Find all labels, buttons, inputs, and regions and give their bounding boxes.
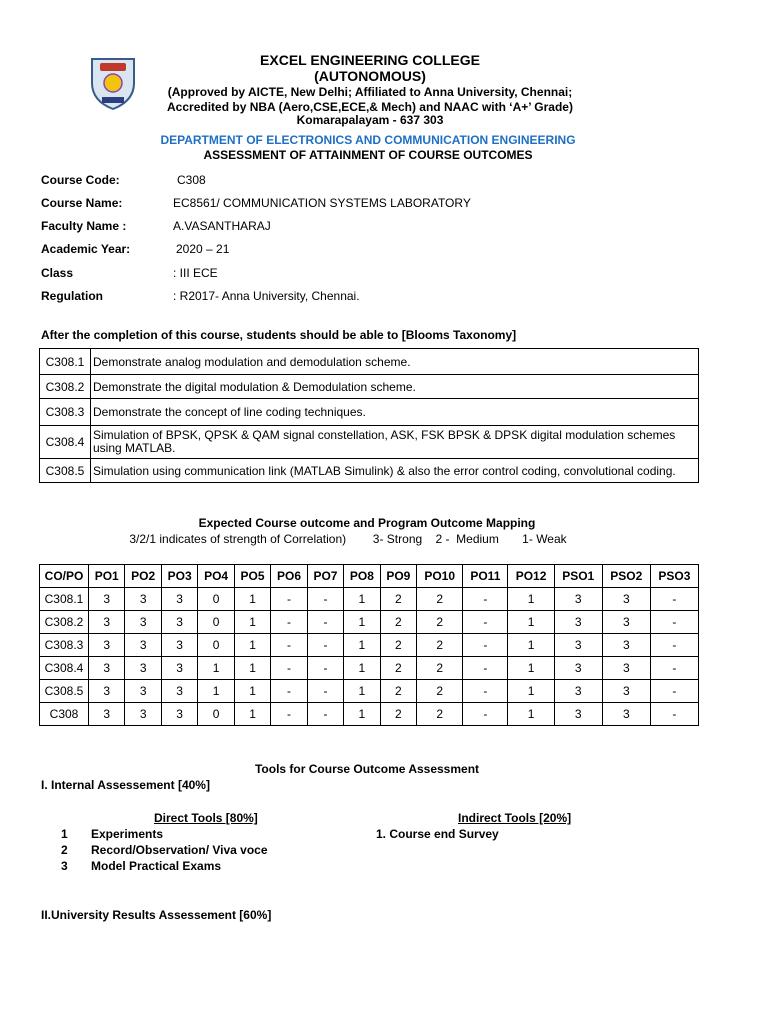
mapping-cell: 3 bbox=[125, 703, 161, 726]
mapping-cell: 3 bbox=[602, 657, 650, 680]
outcome-row bbox=[40, 459, 699, 483]
tools-title: Tools for Course Outcome Assessment bbox=[254, 762, 480, 776]
outcome-row bbox=[40, 375, 699, 399]
mapping-cell: - bbox=[650, 657, 698, 680]
mapping-cell: 3 bbox=[89, 634, 125, 657]
mapping-header-row bbox=[40, 565, 699, 588]
mapping-cell: 3 bbox=[89, 680, 125, 703]
mapping-header-cell: PO1 bbox=[89, 565, 125, 588]
class-value: : III ECE bbox=[173, 266, 218, 280]
mapping-cell: 2 bbox=[417, 634, 463, 657]
outcome-text: Demonstrate the concept of line coding techniques. bbox=[91, 399, 699, 426]
mapping-cell: - bbox=[463, 634, 508, 657]
mapping-cell: - bbox=[271, 703, 307, 726]
mapping-cell: 1 bbox=[234, 634, 270, 657]
mapping-cell: - bbox=[271, 680, 307, 703]
regulation-value: : R2017- Anna University, Chennai. bbox=[173, 289, 360, 303]
department-title: DEPARTMENT OF ELECTRONICS AND COMMUNICATION ENGINEERING bbox=[160, 133, 576, 147]
autonomous-label: (AUTONOMOUS) bbox=[314, 68, 426, 84]
mapping-cell: 1 bbox=[344, 611, 380, 634]
mapping-cell: 3 bbox=[125, 588, 161, 611]
mapping-cell: 0 bbox=[198, 703, 234, 726]
mapping-legend: 3/2/1 indicates of strength of Correlation) 3- Strong 2 - Medium 1- Weak bbox=[129, 532, 567, 546]
mapping-cell: 0 bbox=[198, 634, 234, 657]
co-po-mapping-table bbox=[39, 564, 699, 726]
mapping-cell: 1 bbox=[234, 680, 270, 703]
mapping-cell: 0 bbox=[198, 588, 234, 611]
mapping-cell: 1 bbox=[344, 680, 380, 703]
direct-tool-item: Experiments bbox=[91, 827, 164, 841]
mapping-cell: - bbox=[307, 703, 343, 726]
outcome-code: C308.5 bbox=[40, 459, 91, 483]
course-name-value: EC8561/ COMMUNICATION SYSTEMS LABORATORY bbox=[173, 196, 471, 210]
mapping-cell: 3 bbox=[602, 588, 650, 611]
mapping-header-cell: PSO2 bbox=[602, 565, 650, 588]
mapping-cell: 3 bbox=[125, 634, 161, 657]
document-title: ASSESSMENT OF ATTAINMENT OF COURSE OUTCOMES bbox=[203, 148, 533, 162]
indirect-tool-item: 1. Course end Survey bbox=[376, 827, 499, 841]
mapping-cell: 3 bbox=[89, 611, 125, 634]
mapping-row-co: C308.5 bbox=[40, 680, 89, 703]
course-outcomes-table bbox=[39, 348, 699, 483]
mapping-cell: 3 bbox=[161, 703, 197, 726]
outcome-text: Demonstrate the digital modulation & Demodulation scheme. bbox=[91, 375, 699, 399]
direct-tool-item: Model Practical Exams bbox=[91, 859, 222, 873]
mapping-cell: 1 bbox=[508, 703, 554, 726]
mapping-cell: 1 bbox=[234, 657, 270, 680]
mapping-cell: 0 bbox=[198, 611, 234, 634]
mapping-cell: 3 bbox=[125, 657, 161, 680]
mapping-cell: 2 bbox=[417, 657, 463, 680]
mapping-cell: 2 bbox=[380, 634, 416, 657]
mapping-header-cell: PO4 bbox=[198, 565, 234, 588]
regulation-label: Regulation bbox=[41, 289, 103, 303]
mapping-cell: 3 bbox=[89, 657, 125, 680]
mapping-header-cell: PO9 bbox=[380, 565, 416, 588]
internal-assessment-heading: I. Internal Assessement [40%] bbox=[41, 778, 210, 792]
mapping-cell: - bbox=[463, 703, 508, 726]
mapping-cell: 1 bbox=[234, 611, 270, 634]
approval-line: (Approved by AICTE, New Delhi; Affiliated to Anna University, Chennai; bbox=[167, 85, 573, 99]
mapping-cell: - bbox=[650, 703, 698, 726]
mapping-row-co: C308 bbox=[40, 703, 89, 726]
mapping-cell: 1 bbox=[198, 657, 234, 680]
outcome-text: Simulation using communication link (MATLAB Simulink) & also the error control coding, convolutional coding. bbox=[91, 459, 699, 483]
mapping-cell: 2 bbox=[417, 680, 463, 703]
mapping-cell: 3 bbox=[602, 634, 650, 657]
outcome-row bbox=[40, 349, 699, 375]
course-code-value: C308 bbox=[177, 173, 206, 187]
mapping-cell: 3 bbox=[554, 703, 602, 726]
mapping-cell: 3 bbox=[125, 680, 161, 703]
mapping-cell: 3 bbox=[161, 588, 197, 611]
mapping-cell: 1 bbox=[234, 703, 270, 726]
mapping-cell: 1 bbox=[508, 657, 554, 680]
mapping-cell: - bbox=[463, 611, 508, 634]
mapping-cell: 1 bbox=[344, 634, 380, 657]
mapping-cell: 1 bbox=[344, 703, 380, 726]
mapping-header-cell: PO11 bbox=[463, 565, 508, 588]
mapping-cell: 1 bbox=[508, 634, 554, 657]
mapping-cell: 3 bbox=[554, 588, 602, 611]
mapping-row-co: C308.1 bbox=[40, 588, 89, 611]
mapping-header-cell: PSO1 bbox=[554, 565, 602, 588]
academic-year-value: 2020 – 21 bbox=[176, 242, 230, 256]
course-code-label: Course Code: bbox=[41, 173, 120, 187]
direct-tool-number: 2 bbox=[61, 843, 68, 857]
mapping-cell: - bbox=[307, 657, 343, 680]
mapping-row-co: C308.2 bbox=[40, 611, 89, 634]
mapping-header-cell: PSO3 bbox=[650, 565, 698, 588]
mapping-row bbox=[40, 611, 699, 634]
outcome-code: C308.1 bbox=[40, 349, 91, 375]
mapping-header-cell: PO5 bbox=[234, 565, 270, 588]
mapping-cell: - bbox=[307, 634, 343, 657]
mapping-cell: 3 bbox=[554, 680, 602, 703]
mapping-cell: 3 bbox=[161, 611, 197, 634]
mapping-cell: 3 bbox=[602, 680, 650, 703]
outcome-text: Simulation of BPSK, QPSK & QAM signal constellation, ASK, FSK BPSK & DPSK digital modulation schemes using MATLAB. bbox=[91, 426, 699, 459]
mapping-cell: - bbox=[650, 611, 698, 634]
outcomes-heading: After the completion of this course, students should be able to [Blooms Taxonomy] bbox=[41, 328, 517, 342]
direct-tools-heading: Direct Tools [80%] bbox=[154, 811, 258, 825]
mapping-cell: 3 bbox=[89, 703, 125, 726]
mapping-header-cell: PO7 bbox=[307, 565, 343, 588]
mapping-row bbox=[40, 588, 699, 611]
mapping-header-cell: PO12 bbox=[508, 565, 554, 588]
mapping-cell: - bbox=[463, 588, 508, 611]
mapping-cell: 3 bbox=[554, 634, 602, 657]
direct-tool-number: 1 bbox=[61, 827, 68, 841]
mapping-cell: 2 bbox=[380, 588, 416, 611]
mapping-cell: 1 bbox=[508, 588, 554, 611]
mapping-cell: 1 bbox=[508, 611, 554, 634]
outcome-code: C308.4 bbox=[40, 426, 91, 459]
mapping-cell: 2 bbox=[417, 703, 463, 726]
mapping-cell: - bbox=[463, 680, 508, 703]
mapping-cell: 3 bbox=[602, 611, 650, 634]
mapping-cell: 1 bbox=[344, 588, 380, 611]
direct-tool-number: 3 bbox=[61, 859, 68, 873]
mapping-cell: - bbox=[650, 634, 698, 657]
mapping-cell: 2 bbox=[380, 680, 416, 703]
outcome-code: C308.2 bbox=[40, 375, 91, 399]
mapping-cell: - bbox=[307, 611, 343, 634]
mapping-row-co: C308.3 bbox=[40, 634, 89, 657]
mapping-cell: - bbox=[271, 611, 307, 634]
direct-tool-item: Record/Observation/ Viva voce bbox=[91, 843, 268, 857]
mapping-cell: - bbox=[271, 588, 307, 611]
outcome-text: Demonstrate analog modulation and demodulation scheme. bbox=[91, 349, 699, 375]
university-assessment-heading: II.University Results Assessement [60%] bbox=[41, 908, 272, 922]
faculty-name-value: A.VASANTHARAJ bbox=[173, 219, 271, 233]
indirect-tools-heading: Indirect Tools [20%] bbox=[458, 811, 572, 825]
mapping-cell: 2 bbox=[417, 611, 463, 634]
mapping-cell: 1 bbox=[344, 657, 380, 680]
mapping-header-cell: PO10 bbox=[417, 565, 463, 588]
mapping-cell: 1 bbox=[508, 680, 554, 703]
course-name-label: Course Name: bbox=[41, 196, 123, 210]
mapping-cell: 1 bbox=[234, 588, 270, 611]
mapping-cell: 3 bbox=[125, 611, 161, 634]
mapping-cell: - bbox=[463, 657, 508, 680]
mapping-header-cell: PO8 bbox=[344, 565, 380, 588]
mapping-cell: 3 bbox=[161, 657, 197, 680]
mapping-cell: - bbox=[271, 657, 307, 680]
mapping-cell: - bbox=[650, 588, 698, 611]
mapping-header-cell: PO3 bbox=[161, 565, 197, 588]
mapping-cell: - bbox=[271, 634, 307, 657]
mapping-row bbox=[40, 680, 699, 703]
mapping-cell: 2 bbox=[380, 703, 416, 726]
mapping-cell: 3 bbox=[89, 588, 125, 611]
outcome-row bbox=[40, 426, 699, 459]
accreditation-line: Accredited by NBA (Aero,CSE,ECE,& Mech) and NAAC with ‘A+’ Grade) bbox=[167, 100, 573, 114]
mapping-header-cell: PO6 bbox=[271, 565, 307, 588]
mapping-header-cell: PO2 bbox=[125, 565, 161, 588]
mapping-row bbox=[40, 703, 699, 726]
mapping-cell: 2 bbox=[417, 588, 463, 611]
mapping-row bbox=[40, 634, 699, 657]
mapping-cell: - bbox=[307, 588, 343, 611]
outcome-code: C308.3 bbox=[40, 399, 91, 426]
mapping-cell: 3 bbox=[554, 657, 602, 680]
class-label: Class bbox=[41, 266, 74, 280]
mapping-cell: 3 bbox=[161, 680, 197, 703]
faculty-name-label: Faculty Name : bbox=[41, 219, 127, 233]
mapping-cell: - bbox=[307, 680, 343, 703]
college-logo bbox=[84, 53, 142, 111]
academic-year-label: Academic Year: bbox=[41, 242, 131, 256]
mapping-cell: 2 bbox=[380, 657, 416, 680]
mapping-header-cell: CO/PO bbox=[40, 565, 89, 588]
mapping-title: Expected Course outcome and Program Outcome Mapping bbox=[198, 516, 536, 530]
mapping-cell: 1 bbox=[198, 680, 234, 703]
mapping-cell: 3 bbox=[161, 634, 197, 657]
mapping-cell: 2 bbox=[380, 611, 416, 634]
mapping-cell: 3 bbox=[554, 611, 602, 634]
address-line: Komarapalayam - 637 303 bbox=[296, 113, 444, 127]
outcome-row bbox=[40, 399, 699, 426]
mapping-cell: 3 bbox=[602, 703, 650, 726]
mapping-row bbox=[40, 657, 699, 680]
mapping-row-co: C308.4 bbox=[40, 657, 89, 680]
college-name: EXCEL ENGINEERING COLLEGE bbox=[260, 52, 480, 68]
mapping-cell: - bbox=[650, 680, 698, 703]
